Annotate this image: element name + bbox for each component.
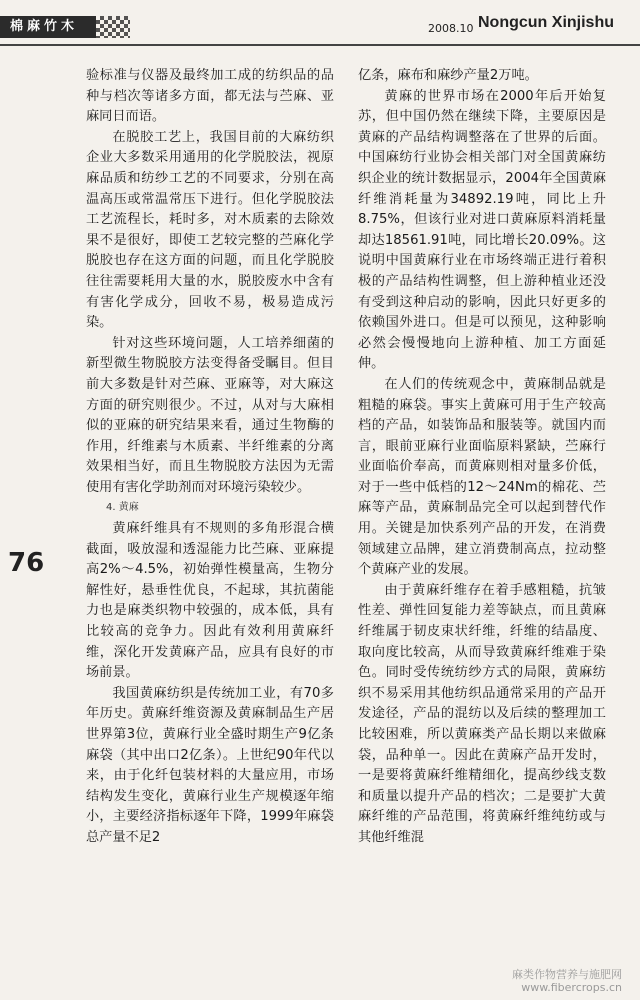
paragraph: 亿条，麻布和麻纱产量2万吨。 (358, 68, 538, 83)
page-header (0, 0, 640, 62)
header-rule (0, 44, 640, 46)
watermark-line-2: www.fibercrops.cn (521, 981, 622, 994)
page-number: 76 (8, 548, 45, 578)
checker-pattern-decoration (96, 16, 130, 38)
left-column (86, 66, 334, 849)
watermark-line-1: 麻类作物营养与施肥网 (512, 968, 622, 981)
watermark (512, 968, 622, 994)
paragraph: 由于黄麻纤维存在着手感粗糙，抗皱性差、弹性回复能力差等缺点，而且黄麻纤维属于韧皮束状纤维，纤维的结晶度、取向度比较高，从而导致黄麻纤维难于染色。同时受传统纺纱方式的局限，黄麻纺织不易采用其他纺织品通常采用的产品开发途径，产品的混纺以及后续的整理加工比较困难，所以黄麻类产品长期以来做麻袋，品种单一。因此在黄麻产品开发时，一是要将黄麻纤维精细化，提高纱线支数和质量以提升产品的档次；二是要扩大黄麻纤维的产品范围，将黄麻纤维纯纺或与其他纤维混 (358, 582, 606, 845)
right-column (358, 66, 606, 849)
paragraph: 我国黄麻纺织是传统加工业，有70多年历史。黄麻纤维资源及黄麻制品生产居世界第3位，黄麻行业全盛时期生产9亿条麻袋（其中出口2亿条）。上世纪90年代以来，由于化纤包装材料的大量应用，市场结构发生变化，黄麻行业生产规模逐年缩小，主要经济指标逐年下降，1999年麻袋总产量不足2 (86, 685, 334, 845)
paragraph: 针对这些环境问题，人工培养细菌的新型微生物脱胶方法变得备受瞩目。但目前大多数是针对苎麻、亚麻等，对大麻这方面的研究则很少。不过，从对与大麻相似的亚麻的研究结果来看，通过生物酶的作用，纤维素与木质素、半纤维素的分离效果相当好，而且生物脱胶方法因为无需使用有害化学助剂而对环境污染较少。 (86, 335, 334, 495)
paragraph: 黄麻的世界市场在2000年后开始复苏，但中国仍然在继续下降，主要原因是黄麻的产品结构调整落在了世界的后面。中国麻纺行业协会相关部门对全国黄麻纺织企业的统计数据显示，2004年全国黄麻纤维消耗量为34892.19吨，同比上升8.75%，但该行业对进口黄麻原料消耗量却达18561.91吨，同比增长20.09%。这说明中国黄麻行业在市场终端正进行着积极的产品结构性调整，但上游种植业还没有受到这种启动的影响，因此只好更多的依赖国外进口。但是可以预见，这种影响必然会慢慢地向上游种植、加工方面延伸。 (358, 88, 606, 372)
paragraph: 在人们的传统观念中，黄麻制品就是粗糙的麻袋。事实上黄麻可用于生产较高档的产品，如装饰品和服装等。就国内而言，眼前亚麻行业面临原料紧缺，苎麻行业面临价奉高，而黄麻则相对量多价低，对于一些中低档的12～24Nm的棉花、苎麻等产品，黄麻制品完全可以起到替代作用。关键是加快系列产品的开发，在消费领域建立品牌，建立消费制高点，拉动整个黄麻产业的发展。 (358, 376, 606, 578)
paragraph: 验标准与仪器及最终加工成的纺织品的品种与档次等诸多方面，都无法与苎麻、亚麻同日而语。 (86, 68, 334, 125)
section-subheading: 4. 黄麻 (106, 502, 139, 514)
paragraph: 黄麻纤维具有不规则的多角形混合横截面，吸放湿和透湿能力比苎麻、亚麻提高2%～4.5%，初始弹性模量高，生物分解性好，悬垂性优良，不起球，其抗菌能力也是麻类织物中较强的，成本低，具有比较高的竞争力。因此有效利用黄麻纤维，深化开发黄麻产品，应具有良好的市场前景。 (86, 521, 334, 681)
magazine-name: Nongcun Xinjishu (478, 14, 614, 31)
paragraph: 在脱胶工艺上，我国目前的大麻纺织企业大多数采用通用的化学脱胶法，视原麻品质和纺纱工艺的不同要求，分别在高温高压或常温常压下进行。但化学脱胶法工艺流程长，耗时多，对木质素的去除效果不是很好，即使工艺较完整的苎麻化学脱胶也存在这方面的问题，而且化学脱胶往往需要耗用大量的水，脱胶废水中含有有害化学成分，回收不易，极易造成污染。 (86, 129, 334, 331)
section-tab: 棉麻竹木 (0, 16, 96, 38)
issue-number: 2008.10 (428, 22, 474, 35)
